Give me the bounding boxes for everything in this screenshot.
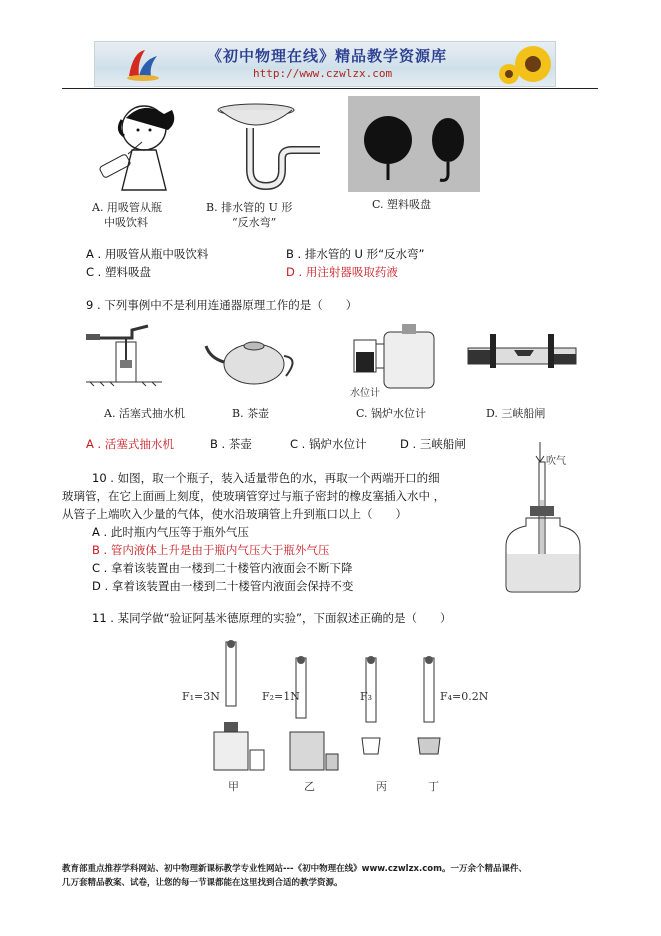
q10-stem-line-1: 10 . 如图，取一个瓶子，装入适量带色的水，再取一个两端开口的细	[92, 471, 440, 485]
suction-cup-photo	[348, 96, 480, 192]
q9-fig-caption-d: D. 三峡船闸	[486, 407, 546, 420]
fig8-caption-a: A. 用吸管从瓶 中吸饮料	[92, 201, 162, 229]
q10-blow-label: 吹气	[546, 456, 566, 467]
header-banner	[94, 41, 556, 87]
q10-stem-line-3: 从管子上端吹入少量的气体，使水沿玻璃管上升到瓶口以上（ ）	[62, 507, 407, 521]
footer-line-2: 几万套精品教案、试卷，让您的每一节课都能在这里找到合适的教学资源。	[62, 878, 343, 888]
archimedes-experiment-figure	[210, 642, 500, 772]
header-rule	[62, 88, 598, 89]
site-logo-icon	[123, 46, 163, 82]
ship-lock-figure	[468, 330, 576, 380]
teapot-figure	[206, 338, 300, 386]
girl-drinking-figure	[92, 100, 192, 200]
sunflower-icon	[495, 42, 555, 86]
q11-panel-label-3: 丙	[376, 780, 387, 793]
q11-panel-label-1: 甲	[228, 780, 239, 793]
q10-option-b: B . 管内液体上升是由于瓶内气压大于瓶外气压	[92, 543, 330, 557]
q11-force-label-4: F₄=0.2N	[440, 690, 489, 703]
q11-stem: 11 . 某同学做“验证阿基米德原理的实验”，下面叙述正确的是（ ）	[92, 611, 452, 625]
q9-answer-c: C . 锅炉水位计	[290, 437, 367, 451]
site-url[interactable]: http://www.czwlzx.com	[253, 67, 393, 80]
q9-answer-a: A . 活塞式抽水机	[86, 437, 174, 451]
piston-pump-figure	[86, 326, 166, 388]
q10-option-a: A . 此时瓶内气压等于瓶外气压	[92, 525, 249, 539]
q8-option-b: B . 排水管的 U 形“反水弯”	[286, 247, 425, 261]
q11-force-label-1: F₁=3N	[182, 690, 220, 703]
fig8-caption-b: B. 排水管的 U 形 “反水弯”	[206, 201, 293, 229]
u-trap-drain-figure	[216, 100, 326, 192]
q9-stem: 9 . 下列事例中不是利用连通器原理工作的是（ ）	[86, 298, 358, 312]
q11-force-label-2: F₂=1N	[262, 690, 300, 703]
q10-stem-line-2: 玻璃管，在它上面画上刻度，使玻璃管穿过与瓶子密封的橡皮塞插入水中 ，	[62, 489, 446, 503]
q9-fig-caption-a: A. 活塞式抽水机	[104, 407, 185, 420]
q9-gauge-label: 水位计	[350, 388, 380, 399]
q11-panel-label-4: 丁	[428, 780, 439, 793]
q8-option-c: C . 塑料吸盘	[86, 265, 151, 279]
q10-option-d: D . 拿着该装置由一楼到二十楼管内液面会保持不变	[92, 579, 354, 593]
q11-force-label-3: F₃	[360, 690, 373, 703]
q9-answer-b: B . 茶壶	[210, 437, 252, 451]
q8-option-d: D . 用注射器吸取药液	[286, 265, 398, 279]
footer-line-1: 教育部重点推荐学科网站、初中物理新课标教学专业性网站---《初中物理在线》www.czwlzx.com。一万余个精品课件、	[62, 864, 527, 874]
q8-option-a: A . 用吸管从瓶中吸饮料	[86, 247, 209, 261]
q10-option-c: C . 拿着该装置由一楼到二十楼管内液面会不断下降	[92, 561, 353, 575]
q9-fig-caption-b: B. 茶壶	[232, 407, 270, 420]
fig8-caption-c: C. 塑料吸盘	[372, 198, 432, 211]
site-title: 《初中物理在线》精品教学资源库	[207, 47, 448, 65]
q11-panel-label-2: 乙	[304, 780, 315, 793]
q9-fig-caption-c: C. 锅炉水位计	[356, 407, 427, 420]
q9-answer-d: D . 三峡船闸	[400, 437, 466, 451]
page-footer	[62, 862, 602, 890]
